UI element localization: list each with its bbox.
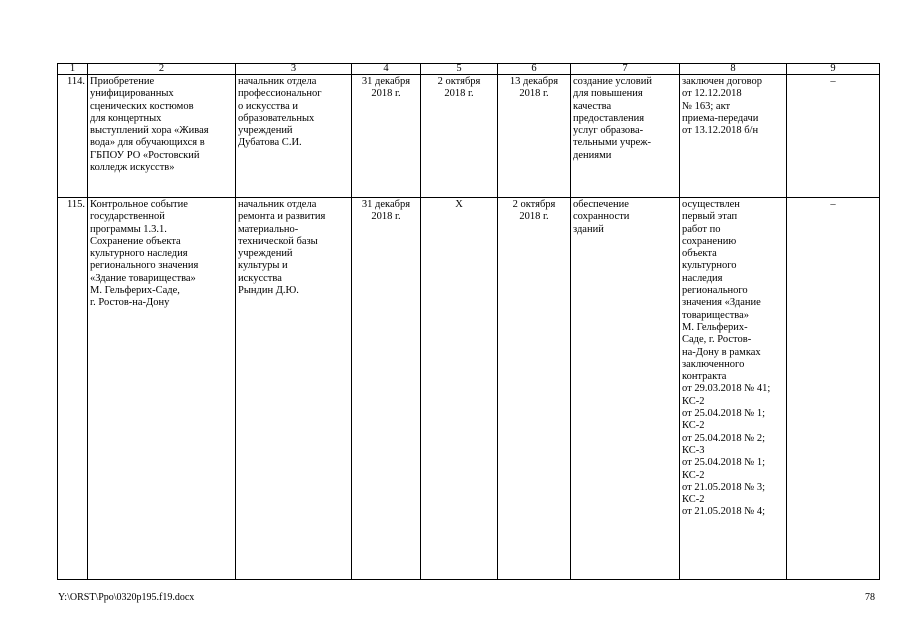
- responsible-person: начальник отдела профессиональног о искусства и образовательных учреждений Дубатова С.И.: [236, 75, 352, 198]
- actual-start-date: 2 октября 2018 г.: [421, 75, 498, 198]
- event-name: Приобретение унифицированных сценических костюмов для концертных выступлений хора «Живая вода» для обучающихся в ГБПОУ РО «Ростовский колледж искусств»: [88, 75, 236, 198]
- table-row: [58, 198, 880, 580]
- responsible-person: начальник отдела ремонта и развития материально- технической базы учреждений культуры и искусства Рындин Д.Ю.: [236, 198, 352, 580]
- planned-result: обеспечение сохранности зданий: [571, 198, 680, 580]
- header-cell-3: 3: [236, 64, 352, 75]
- deviation-reasons: –: [787, 198, 880, 580]
- planned-end-date: 31 декабря 2018 г.: [352, 75, 421, 198]
- actual-end-date: 2 октября 2018 г.: [498, 198, 571, 580]
- row-number: 115.: [58, 198, 88, 580]
- header-cell-5: 5: [421, 64, 498, 75]
- header-cell-1: 1: [58, 64, 88, 75]
- actual-end-date: 13 декабря 2018 г.: [498, 75, 571, 198]
- report-table: [57, 63, 880, 580]
- header-cell-8: 8: [680, 64, 787, 75]
- event-name: Контрольное событие государственной программы 1.3.1. Сохранение объекта культурного наследия регионального значения «Здание товарищества» М. Гельферих-Саде, г. Ростов-на-Дону: [88, 198, 236, 580]
- planned-result: создание условий для повышения качества предоставления услуг образова- тельными учреж- дениями: [571, 75, 680, 198]
- page-number: 78: [865, 592, 875, 603]
- header-cell-4: 4: [352, 64, 421, 75]
- header-cell-6: 6: [498, 64, 571, 75]
- header-cell-9: 9: [787, 64, 880, 75]
- table-header-row: [58, 64, 880, 75]
- actual-start-date: Х: [421, 198, 498, 580]
- header-cell-2: 2: [88, 64, 236, 75]
- actual-result: осуществлен первый этап работ по сохранению объекта культурного наследия регионального значения «Здание товарищества» М. Гельферих- Саде, г. Ростов- на-Дону в рамках заключенного контракта от 29.03.2018 № 41; КС-2 от 25.04.2018 № 1; КС-2 от 25.04.2018 № 2; КС-3 от 25.04.2018 № 1; КС-2 от 21.05.2018 № 3; КС-2 от 21.05.2018 № 4;: [680, 198, 787, 580]
- header-cell-7: 7: [571, 64, 680, 75]
- actual-result: заключен договор от 12.12.2018 № 163; акт приема-передачи от 13.12.2018 б/н: [680, 75, 787, 198]
- footer-file-path: Y:\ORST\Ppo\0320p195.f19.docx: [58, 592, 195, 603]
- table-row: [58, 75, 880, 198]
- row-number: 114.: [58, 75, 88, 198]
- deviation-reasons: –: [787, 75, 880, 198]
- planned-end-date: 31 декабря 2018 г.: [352, 198, 421, 580]
